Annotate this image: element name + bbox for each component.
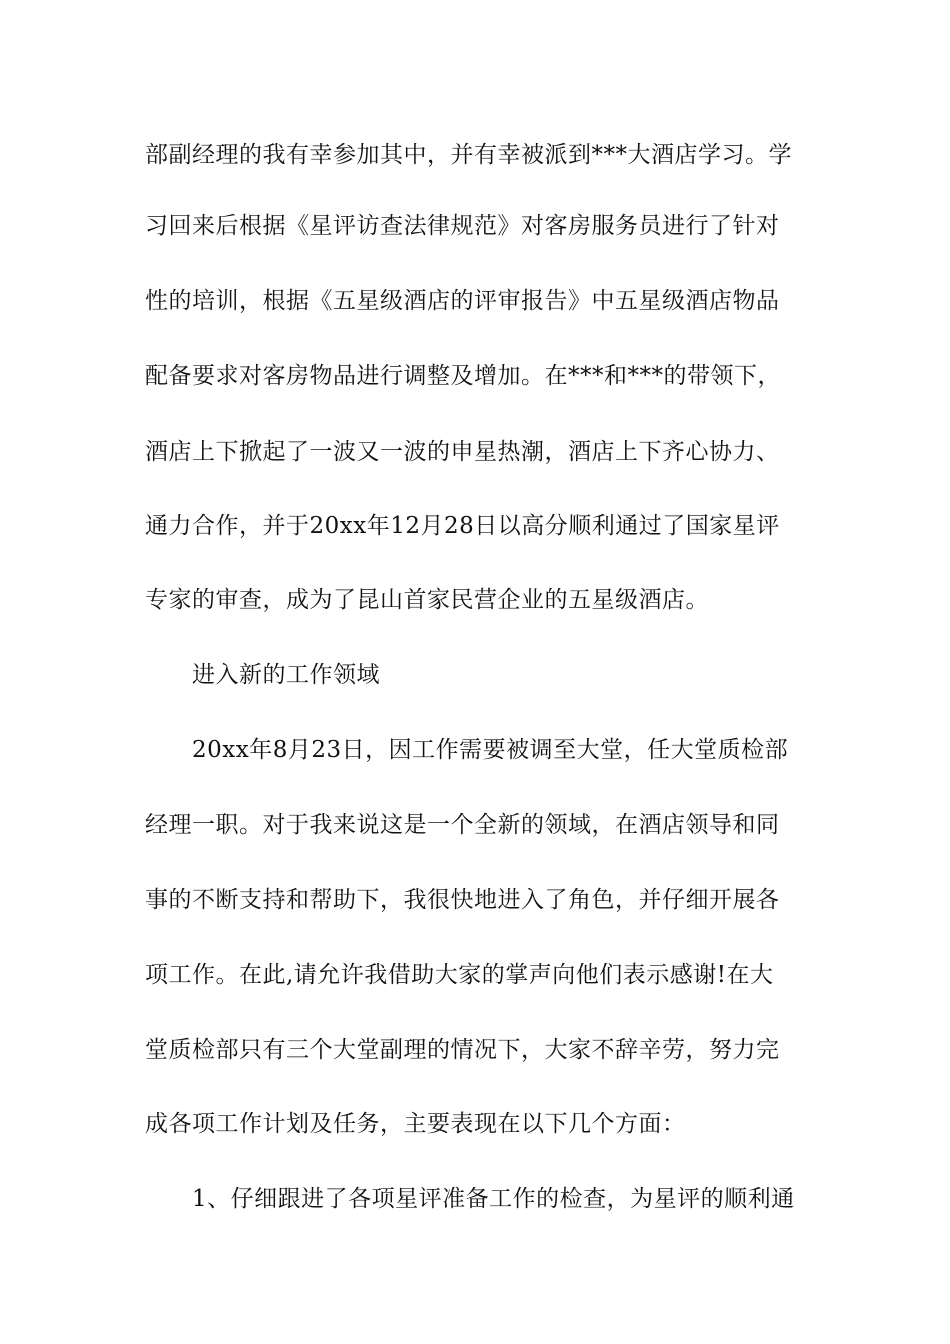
text-line: 事的不断支持和帮助下，我很快地进入了角色，并仔细开展各 xyxy=(145,887,780,913)
text-line: 堂质检部只有三个大堂副理的情况下，大家不辞辛劳，努力完 xyxy=(145,1037,780,1063)
text-line: 酒店上下掀起了一波又一波的申星热潮，酒店上下齐心协力、 xyxy=(145,439,780,465)
text-line: 成各项工作计划及任务，主要表现在以下几个方面： xyxy=(145,1111,686,1137)
text-line: 习回来后根据《星评访查法律规范》对客房服务员进行了针对 xyxy=(145,213,780,239)
text-line: 部副经理的我有幸参加其中，并有幸被派到***大酒店学习。学 xyxy=(145,142,792,168)
text-line: 通力合作，并于20xx年12月28日以高分顺利通过了国家星评 xyxy=(145,513,780,539)
text-line: 经理一职。对于我来说这是一个全新的领域，在酒店领导和同 xyxy=(145,812,780,838)
text-line: 专家的审查，成为了昆山首家民营企业的五星级酒店。 xyxy=(145,587,709,613)
text-line: 配备要求对客房物品进行调整及增加。在***和***的带领下， xyxy=(145,363,781,389)
text-line: 性的培训，根据《五星级酒店的评审报告》中五星级酒店物品 xyxy=(145,288,780,314)
section-heading: 进入新的工作领域 xyxy=(192,662,380,688)
text-line: 20xx年8月23日，因工作需要被调至大堂，任大堂质检部 xyxy=(192,737,789,763)
text-line: 项工作。在此,请允许我借助大家的掌声向他们表示感谢!在大 xyxy=(145,962,774,988)
list-item: 1、仔细跟进了各项星评准备工作的检查，为星评的顺利通 xyxy=(192,1186,795,1212)
